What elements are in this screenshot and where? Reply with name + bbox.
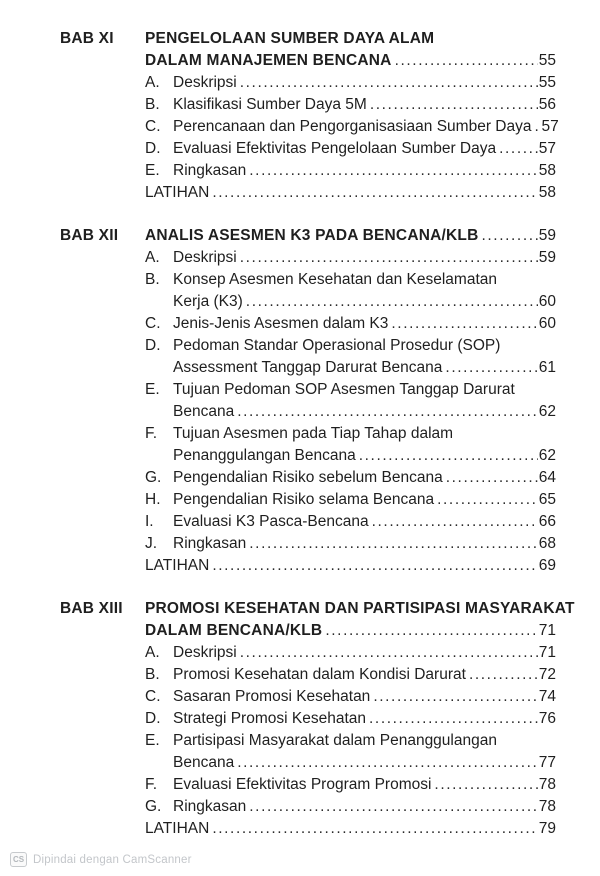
- chapter-title-text: PENGELOLAAN SUMBER DAYA ALAM: [145, 30, 435, 47]
- entry-text: Evaluasi K3 Pasca-Bencana: [173, 513, 369, 530]
- toc-row: [60, 445, 556, 467]
- toc-title-line: [145, 28, 556, 50]
- dot-leader: [240, 247, 538, 269]
- entry-letter: B.: [145, 666, 160, 683]
- toc-chapter: [60, 28, 559, 204]
- entry-text: Assessment Tanggap Darurat Bencana: [173, 359, 443, 376]
- dot-leader: [249, 160, 538, 182]
- toc-entry-line: [145, 489, 556, 511]
- entry-letter: E.: [145, 381, 160, 398]
- toc-chapter: [60, 598, 575, 840]
- table-of-contents: [60, 28, 575, 840]
- entry-text: Klasifikasi Sumber Daya 5M: [173, 96, 367, 113]
- toc-row: [60, 664, 556, 686]
- entry-text: Ringkasan: [173, 798, 247, 815]
- toc-cont-line: [145, 445, 556, 467]
- toc-row: [60, 467, 556, 489]
- dot-leader: [246, 291, 538, 313]
- toc-entry-line: [145, 533, 556, 555]
- page-number: 76: [538, 710, 556, 727]
- toc-row: [60, 269, 556, 291]
- chapter-label: BAB XI: [60, 30, 114, 47]
- entry-text: Bencana: [173, 754, 235, 771]
- toc-row: [60, 796, 556, 818]
- dot-leader: [391, 313, 537, 335]
- chapter-title-text: DALAM MANAJEMEN BENCANA: [145, 52, 392, 69]
- toc-entry-line: [145, 730, 556, 752]
- dot-leader: [445, 357, 537, 379]
- entry-letter: E.: [145, 732, 160, 749]
- page-number: 59: [538, 227, 556, 244]
- toc-latihan-line: [145, 555, 556, 577]
- toc-title-line: [145, 50, 556, 72]
- toc-row: [60, 335, 556, 357]
- chapter-label: BAB XIII: [60, 600, 123, 617]
- page-number: 62: [538, 447, 556, 464]
- dot-leader: [434, 774, 537, 796]
- toc-row: [60, 620, 556, 642]
- page-number: 66: [538, 513, 556, 530]
- entry-letter: A.: [145, 249, 160, 266]
- toc-entry-line: [145, 708, 556, 730]
- entry-letter: B.: [145, 271, 160, 288]
- toc-row: [60, 423, 556, 445]
- page-number: 72: [538, 666, 556, 683]
- toc-row: [60, 489, 556, 511]
- entry-letter: J.: [145, 535, 158, 552]
- dot-leader: [395, 50, 538, 72]
- dot-leader: [237, 752, 538, 774]
- toc-row: [60, 708, 556, 730]
- toc-entry-line: [145, 796, 556, 818]
- entry-letter: E.: [145, 162, 160, 179]
- entry-text: Pedoman Standar Operasional Prosedur (SOP): [173, 337, 501, 354]
- dot-leader: [499, 138, 538, 160]
- chapter-title-text: DALAM BENCANA/KLB: [145, 622, 323, 639]
- toc-entry-line: [145, 160, 556, 182]
- dot-leader: [481, 225, 537, 247]
- entry-letter: C.: [145, 315, 161, 332]
- entry-text: Deskripsi: [173, 249, 237, 266]
- entry-text: Perencanaan dan Pengorganisasiaan Sumber Daya: [173, 118, 532, 135]
- latihan-label: LATIHAN: [145, 820, 210, 837]
- toc-row: [60, 138, 556, 160]
- page-number: 62: [538, 403, 556, 420]
- toc-entry-line: [145, 313, 556, 335]
- page-number: 74: [538, 688, 556, 705]
- toc-row: [60, 357, 556, 379]
- page-number: 58: [538, 162, 556, 179]
- page-number: 61: [538, 359, 556, 376]
- toc-title-line: [145, 620, 556, 642]
- toc-row: [60, 555, 556, 577]
- page-number: 64: [538, 469, 556, 486]
- entry-text: Tujuan Pedoman SOP Asesmen Tanggap Darurat: [173, 381, 515, 398]
- toc-cont-line: [145, 401, 556, 423]
- entry-text: Sasaran Promosi Kesehatan: [173, 688, 371, 705]
- page-number: 60: [538, 293, 556, 310]
- toc-entry-line: [145, 116, 559, 138]
- entry-text: Ringkasan: [173, 535, 247, 552]
- entry-text: Tujuan Asesmen pada Tiap Tahap dalam: [173, 425, 454, 442]
- page-number: 57: [538, 140, 556, 157]
- dot-leader: [237, 401, 538, 423]
- toc-row: [60, 247, 556, 269]
- page-number: 71: [538, 622, 556, 639]
- toc-row: [60, 379, 556, 401]
- page-number: 65: [538, 491, 556, 508]
- entry-text: Partisipasi Masyarakat dalam Penanggulangan: [173, 732, 497, 749]
- toc-row: [60, 182, 556, 204]
- dot-leader: [325, 620, 537, 642]
- toc-entry-line: [145, 335, 556, 357]
- toc-row: [60, 72, 556, 94]
- entry-letter: D.: [145, 710, 161, 727]
- entry-text: Bencana: [173, 403, 235, 420]
- toc-entry-line: [145, 664, 556, 686]
- chapter-title-text: ANALIS ASESMEN K3 PADA BENCANA/KLB: [145, 227, 479, 244]
- latihan-label: LATIHAN: [145, 557, 210, 574]
- toc-entry-line: [145, 642, 556, 664]
- toc-latihan-line: [145, 182, 556, 204]
- dot-leader: [370, 94, 538, 116]
- toc-row: [60, 116, 559, 138]
- entry-text: Deskripsi: [173, 644, 237, 661]
- toc-row: [60, 94, 556, 116]
- page-number: 58: [538, 184, 556, 201]
- page-number: 57: [541, 118, 559, 135]
- dot-leader: [446, 467, 538, 489]
- page-number: 77: [538, 754, 556, 771]
- toc-row: [60, 642, 556, 664]
- toc-row: [60, 598, 575, 620]
- toc-row: [60, 291, 556, 313]
- entry-letter: G.: [145, 798, 162, 815]
- page-number: 69: [538, 557, 556, 574]
- toc-row: [60, 730, 556, 752]
- toc-cont-line: [145, 357, 556, 379]
- entry-text: Kerja (K3): [173, 293, 243, 310]
- dot-leader: [373, 686, 537, 708]
- page-number: 79: [538, 820, 556, 837]
- toc-row: [60, 401, 556, 423]
- entry-letter: G.: [145, 469, 162, 486]
- toc-cont-line: [145, 291, 556, 313]
- toc-entry-line: [145, 379, 556, 401]
- page-number: 56: [538, 96, 556, 113]
- dot-leader: [212, 818, 537, 840]
- entry-text: Ringkasan: [173, 162, 247, 179]
- dot-leader: [240, 72, 538, 94]
- entry-letter: F.: [145, 776, 158, 793]
- dot-leader: [249, 796, 538, 818]
- toc-row: [60, 818, 556, 840]
- toc-row: [60, 511, 556, 533]
- toc-entry-line: [145, 686, 556, 708]
- dot-leader: [369, 708, 538, 730]
- entry-text: Konsep Asesmen Kesehatan dan Keselamatan: [173, 271, 498, 288]
- dot-leader: [372, 511, 538, 533]
- toc-title-line: [145, 598, 575, 620]
- entry-letter: F.: [145, 425, 158, 442]
- entry-letter: H.: [145, 491, 161, 508]
- page-number: 59: [538, 249, 556, 266]
- toc-row: [60, 752, 556, 774]
- dot-leader: [249, 533, 538, 555]
- page-number: 68: [538, 535, 556, 552]
- entry-text: Promosi Kesehatan dalam Kondisi Darurat: [173, 666, 466, 683]
- page-number: 55: [538, 52, 556, 69]
- page-number: 55: [538, 74, 556, 91]
- toc-latihan-line: [145, 818, 556, 840]
- toc-entry-line: [145, 511, 556, 533]
- dot-leader: [240, 642, 538, 664]
- entry-text: Jenis-Jenis Asesmen dalam K3: [173, 315, 389, 332]
- page-number: 60: [538, 315, 556, 332]
- entry-text: Pengendalian Risiko selama Bencana: [173, 491, 435, 508]
- entry-letter: I.: [145, 513, 154, 530]
- entry-letter: C.: [145, 118, 161, 135]
- toc-entry-line: [145, 467, 556, 489]
- entry-letter: A.: [145, 74, 160, 91]
- toc-row: [60, 686, 556, 708]
- chapter-title-text: PROMOSI KESEHATAN DAN PARTISIPASI MASYARAKAT: [145, 600, 575, 617]
- page-number: 78: [538, 776, 556, 793]
- dot-leader: [359, 445, 538, 467]
- latihan-label: LATIHAN: [145, 184, 210, 201]
- toc-chapter: [60, 225, 556, 577]
- dot-leader: [212, 555, 537, 577]
- toc-row: [60, 28, 556, 50]
- dot-leader: [534, 116, 540, 138]
- entry-text: Pengendalian Risiko sebelum Bencana: [173, 469, 443, 486]
- dot-leader: [469, 664, 538, 686]
- camscanner-watermark: [10, 852, 192, 867]
- toc-entry-line: [145, 423, 556, 445]
- toc-row: [60, 313, 556, 335]
- toc-entry-line: [145, 247, 556, 269]
- entry-letter: D.: [145, 140, 161, 157]
- toc-cont-line: [145, 752, 556, 774]
- entry-text: Deskripsi: [173, 74, 237, 91]
- entry-letter: C.: [145, 688, 161, 705]
- dot-leader: [437, 489, 538, 511]
- toc-row: [60, 160, 556, 182]
- toc-title-line: [145, 225, 556, 247]
- entry-text: Evaluasi Efektivitas Pengelolaan Sumber Daya: [173, 140, 497, 157]
- toc-row: [60, 225, 556, 247]
- entry-text: Penanggulangan Bencana: [173, 447, 356, 464]
- toc-entry-line: [145, 138, 556, 160]
- toc-entry-line: [145, 72, 556, 94]
- page-number: 78: [538, 798, 556, 815]
- toc-entry-line: [145, 269, 556, 291]
- toc-entry-line: [145, 774, 556, 796]
- toc-entry-line: [145, 94, 556, 116]
- entry-letter: D.: [145, 337, 161, 354]
- camscanner-text: Dipindai dengan CamScanner: [33, 853, 192, 866]
- dot-leader: [212, 182, 537, 204]
- entry-text: Evaluasi Efektivitas Program Promosi: [173, 776, 432, 793]
- entry-letter: B.: [145, 96, 160, 113]
- chapter-label: BAB XII: [60, 227, 119, 244]
- page-number: 71: [538, 644, 556, 661]
- entry-text: Strategi Promosi Kesehatan: [173, 710, 366, 727]
- entry-letter: A.: [145, 644, 160, 661]
- toc-row: [60, 50, 556, 72]
- toc-row: [60, 774, 556, 796]
- camscanner-icon: CS: [10, 852, 27, 867]
- toc-row: [60, 533, 556, 555]
